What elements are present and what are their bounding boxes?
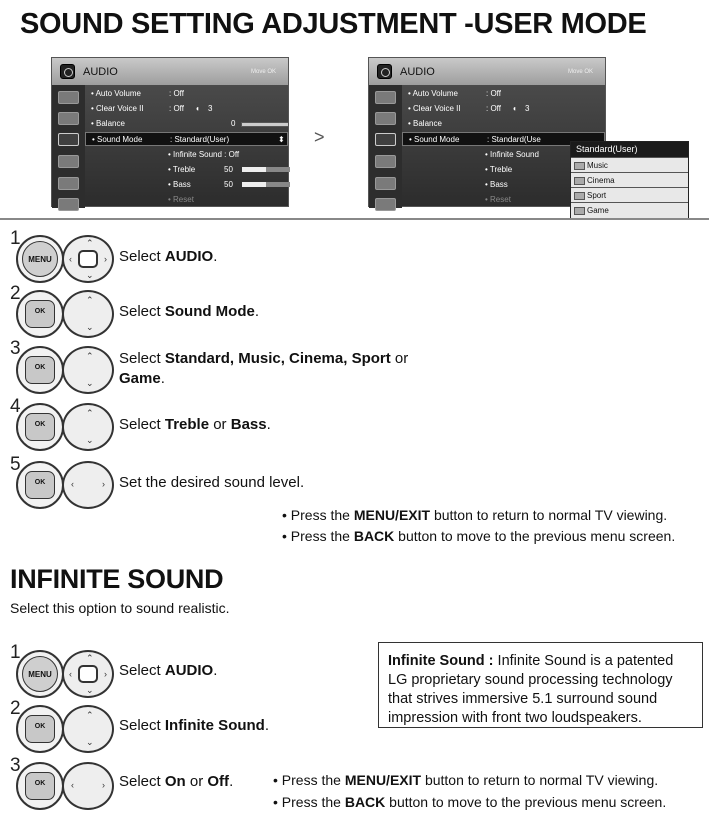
tv-icon [375,112,396,125]
step-2-text: Select Sound Mode. [119,303,260,320]
tv-menu-screen-left: AUDIO Move OK • Auto Volume : Off • Clear Voice II : Off ◖ 3 • Balance 0 • Sound Mode : Standard(User) ⬍ • Infinite Sound : Off • Treble 50 • Bass 50 • Reset [51,57,289,207]
menu-sub-reset: • Reset [168,195,194,204]
ok-button: OK [16,403,64,451]
page-title: SOUND SETTING ADJUSTMENT -USER MODE [20,8,647,40]
tv-menu-screen-right [368,57,638,215]
menu-button: MENU [16,650,64,698]
menu-title: AUDIO [400,66,435,78]
step-number: 1 [10,642,21,663]
infinite-sound-info-box: Infinite Sound : Infinite Sound is a patented LG proprietary sound processing technology that strives immersive 5.1 surround sound impression with front two loudspeakers. [378,642,703,728]
menu-sub-infinite-sound: • Infinite Sound : Off [168,150,240,159]
nav-pad-icon: ⌃ ⌄ ‹ › [62,235,114,283]
balance-bar [241,122,289,127]
step-number: 3 [10,755,21,776]
up-down-pad-icon: ⌃ ⌄ [62,705,114,753]
up-down-pad-icon: ⌃ ⌄ [62,346,114,394]
divider [0,218,709,220]
dropdown-selected[interactable]: Standard(User) [571,142,688,157]
step-1-text: Select AUDIO. [119,248,218,265]
note-menu-exit: • Press the MENU/EXIT button to return to normal TV viewing. [282,507,668,523]
step-number: 1 [10,228,21,249]
menu-title: AUDIO [83,66,118,78]
ok-button: OK [16,461,64,509]
menu-row-sound-mode: • Sound Mode : Standard(Use [402,132,605,146]
step-number: 3 [10,338,21,359]
left-right-pad-icon: ‹ › [62,762,114,810]
picture-icon [375,91,396,104]
picture-icon [58,91,79,104]
step-number: 5 [10,454,21,475]
step-number: 2 [10,698,21,719]
menu-sub-treble: • Treble [168,165,196,174]
audio-icon [377,64,392,79]
bass-bar [242,182,290,187]
dropdown-option-music[interactable]: Music [571,157,688,172]
section-heading: INFINITE SOUND [10,564,224,594]
note-back: • Press the BACK button to move to the previous menu screen. [273,794,667,810]
menu-row-clear-voice: • Clear Voice II : Off ◖ 3 [402,102,605,116]
step-number: 2 [10,283,21,304]
menu-button: MENU [16,235,64,283]
ok-button: OK [16,346,64,394]
up-down-pad-icon: ⌃ ⌄ [62,290,114,338]
step-1-text: Select AUDIO. [119,662,218,679]
left-right-pad-icon: ‹ › [62,461,114,509]
menu-header [52,58,288,85]
dropdown-option-game[interactable]: Game [571,202,688,217]
clock-icon [375,155,396,168]
option-icon [58,198,79,211]
ok-button: OK [16,762,64,810]
dropdown-option-cinema[interactable]: Cinema [571,172,688,187]
arrow-icon: > [314,127,325,147]
menu-row-auto-volume: • Auto Volume : Off [91,89,184,98]
menu-header [369,58,605,85]
step-2-text: Select Infinite Sound. [119,717,270,734]
menu-sub-treble: • Treble [485,165,513,174]
menu-row-balance: • Balance [408,119,442,128]
menu-sidebar [369,85,402,208]
nav-pad-icon: ⌃ ⌄ ‹ › [62,650,114,698]
up-down-pad-icon: ⌃ ⌄ [62,403,114,451]
lock-icon [375,177,396,190]
sound-mode-dropdown[interactable] [570,141,689,219]
menu-row-sound-mode: • Sound Mode : Standard(User) ⬍ [85,132,288,146]
menu-row-auto-volume: • Auto Volume : Off [408,89,501,98]
speaker-icon: ◖ [195,104,200,113]
menu-row-balance: • Balance 0 [85,117,288,131]
ok-button: OK [16,290,64,338]
step-3-text: Select On or Off. [119,773,234,790]
clock-icon [58,155,79,168]
menu-sub-bass: • Bass [485,180,508,189]
menu-sub-reset: • Reset [485,195,511,204]
ok-button: OK [16,705,64,753]
step-3-text: Select Standard, Music, Cinema, Sport or Game. [119,350,409,387]
step-5-text: Set the desired sound level. [119,474,305,491]
menu-sub-infinite-sound: • Infinite Sound [485,150,539,159]
audio-icon [58,133,79,146]
section-intro: Select this option to sound realistic. [10,600,230,616]
option-icon [375,198,396,211]
treble-bar [242,167,290,172]
menu-sidebar [52,85,85,208]
menu-hint: Move OK [567,69,593,75]
menu-row-clear-voice: • Clear Voice II : Off ◖ 3 [85,102,288,116]
speaker-icon: ◖ [512,104,517,113]
note-back: • Press the BACK button to move to the previous menu screen. [282,528,676,544]
audio-icon [375,133,396,146]
step-4-text: Select Treble or Bass. [119,416,271,433]
lock-icon [58,177,79,190]
tv-icon [58,112,79,125]
menu-sub-bass: • Bass [168,180,191,189]
audio-icon [60,64,75,79]
up-down-icon: ⬍ [278,135,285,144]
step-number: 4 [10,396,21,417]
note-menu-exit: • Press the MENU/EXIT button to return to normal TV viewing. [273,772,659,788]
menu-hint: Move OK [250,69,276,75]
dropdown-option-sport[interactable]: Sport [571,187,688,202]
